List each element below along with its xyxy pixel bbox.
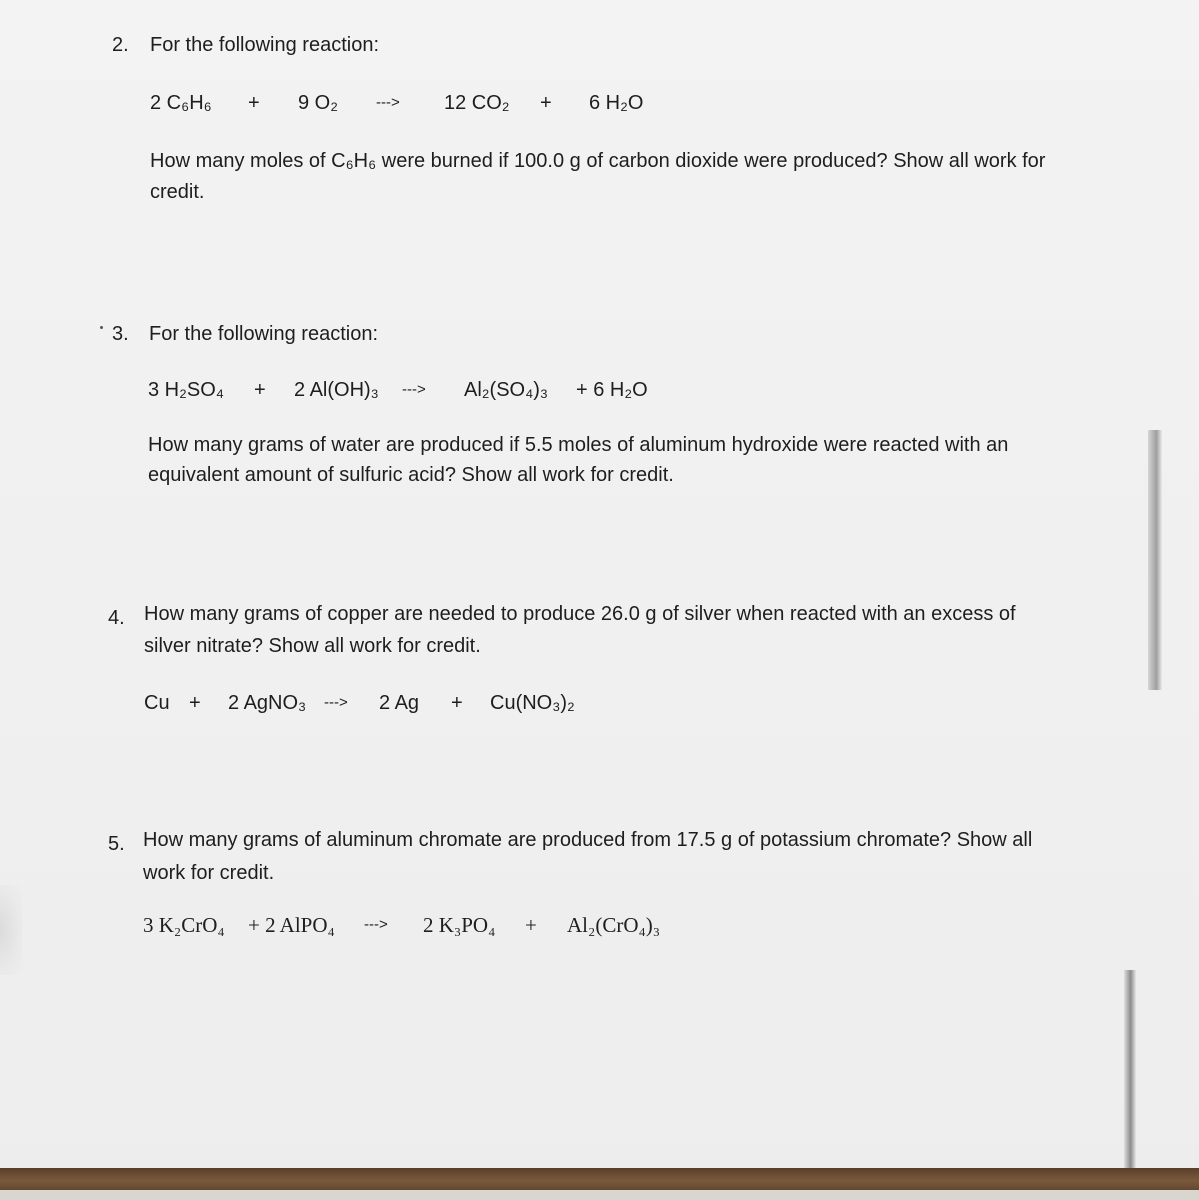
reactant: 3 H₂SO₄ <box>148 379 224 401</box>
plus-sign: + <box>451 692 463 714</box>
reactant: + 2 AlPO₄ <box>248 913 335 937</box>
plus-sign: + <box>254 379 266 401</box>
paper-smudge <box>0 885 22 975</box>
reactant: 9 O₂ <box>298 92 338 114</box>
reactant: 2 C₆H₆ <box>150 92 212 114</box>
reactant: 2 AgNO₃ <box>228 692 307 714</box>
product: 2 K₃PO₄ <box>423 913 496 937</box>
question-text-line: credit. <box>150 181 205 203</box>
stray-mark <box>100 326 103 329</box>
question-intro: For the following reaction: <box>149 323 379 345</box>
reactant: 2 Al(OH)₃ <box>294 379 379 401</box>
arrow: ---> <box>402 381 426 398</box>
question-text-line: work for credit. <box>143 862 275 884</box>
arrow: ---> <box>376 94 400 111</box>
plus-sign: + <box>525 913 537 937</box>
question-number: 5. <box>108 833 125 855</box>
question-intro: For the following reaction: <box>150 34 380 56</box>
question-text-line: equivalent amount of sulfuric acid? Show all work for credit. <box>148 464 674 486</box>
product: Cu(NO₃)₂ <box>490 692 575 714</box>
question-text-line: How many grams of copper are needed to produce 26.0 g of silver when reacted with an excess of <box>144 603 1016 625</box>
arrow: ---> <box>324 694 348 711</box>
product: Al₂(CrO₄)₃ <box>567 913 661 937</box>
product: 2 Ag <box>379 692 420 714</box>
under-paper <box>0 1190 1199 1200</box>
page-edge-shadow-lower <box>1124 970 1136 1200</box>
question-text-line: How many moles of C₆H₆ were burned if 100.0 g of carbon dioxide were produced? Show all work for <box>150 150 1046 172</box>
question-text-line: How many grams of aluminum chromate are produced from 17.5 g of potassium chromate? Show all <box>143 829 1033 851</box>
question-text-line: silver nitrate? Show all work for credit. <box>144 635 481 657</box>
page-edge-shadow <box>1148 430 1162 690</box>
product: 6 H₂O <box>589 92 644 114</box>
product: 12 CO₂ <box>444 92 510 114</box>
arrow: ---> <box>364 916 388 933</box>
plus-sign: + <box>540 92 552 114</box>
question-text-line: How many grams of water are produced if 5.5 moles of aluminum hydroxide were reacted with an <box>148 434 1009 456</box>
question-number: 2. <box>112 34 129 56</box>
reactant: 3 K₂CrO₄ <box>143 913 225 937</box>
question-number: 4. <box>108 607 125 629</box>
plus-sign: + <box>248 92 260 114</box>
reactant: Cu <box>144 692 170 714</box>
product: + 6 H₂O <box>576 379 648 401</box>
question-number: 3. <box>112 323 129 345</box>
plus-sign: + <box>189 692 201 714</box>
product: Al₂(SO₄)₃ <box>464 379 549 401</box>
